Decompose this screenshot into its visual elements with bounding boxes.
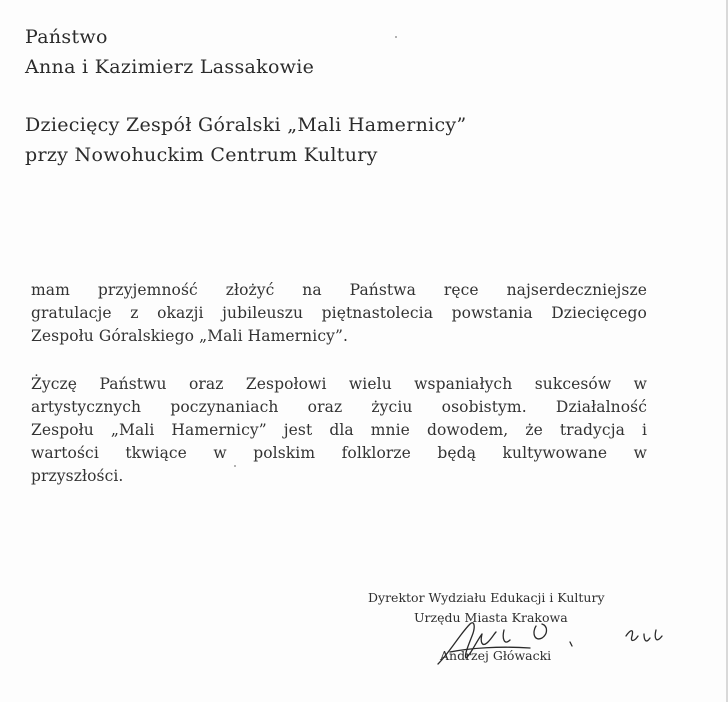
scan-speck <box>395 36 397 38</box>
ensemble-block <box>25 110 466 170</box>
signatory-office: Urzędu Miasta Krakowa <box>414 610 568 625</box>
paragraph-line: artystycznych poczynaniach oraz życiu osobistym. Działalność <box>31 398 647 416</box>
paragraph-line: Życzę Państwu oraz Zespołowi wielu wspaniałych sukcesów w <box>31 375 647 393</box>
paragraph-line: przyszłości. <box>31 467 124 485</box>
paragraph-line: Zespołu Góralskiego „Mali Hamernicy”. <box>31 327 349 345</box>
signatory-title: Dyrektor Wydziału Edukacji i Kultury <box>368 590 605 605</box>
ensemble-affiliation: przy Nowohuckim Centrum Kultury <box>25 144 378 166</box>
ensemble-name: Dziecięcy Zespół Góralski „Mali Hamernicy” <box>25 114 467 136</box>
addressee-block <box>25 22 314 82</box>
letter-paragraph-1 <box>31 279 647 348</box>
salutation: Państwo <box>25 26 108 48</box>
signatory-name: Andrzej Główacki <box>440 648 552 663</box>
paragraph-line: gratulacje z okazji jubileuszu piętnastolecia powstania Dziecięcego <box>31 304 647 322</box>
addressee-names: Anna i Kazimierz Lassakowie <box>25 56 315 78</box>
paragraph-line: wartości tkwiące w polskim folklorze będą kultywowane w <box>31 444 647 462</box>
handwritten-signature <box>430 612 690 672</box>
paragraph-line: mam przyjemność złożyć na Państwa ręce najserdeczniejsze <box>31 281 647 299</box>
paragraph-line: Zespołu „Mali Hamernicy” jest dla mnie dowodem, że tradycja i <box>31 421 647 439</box>
letter-paragraph-2 <box>31 373 647 488</box>
